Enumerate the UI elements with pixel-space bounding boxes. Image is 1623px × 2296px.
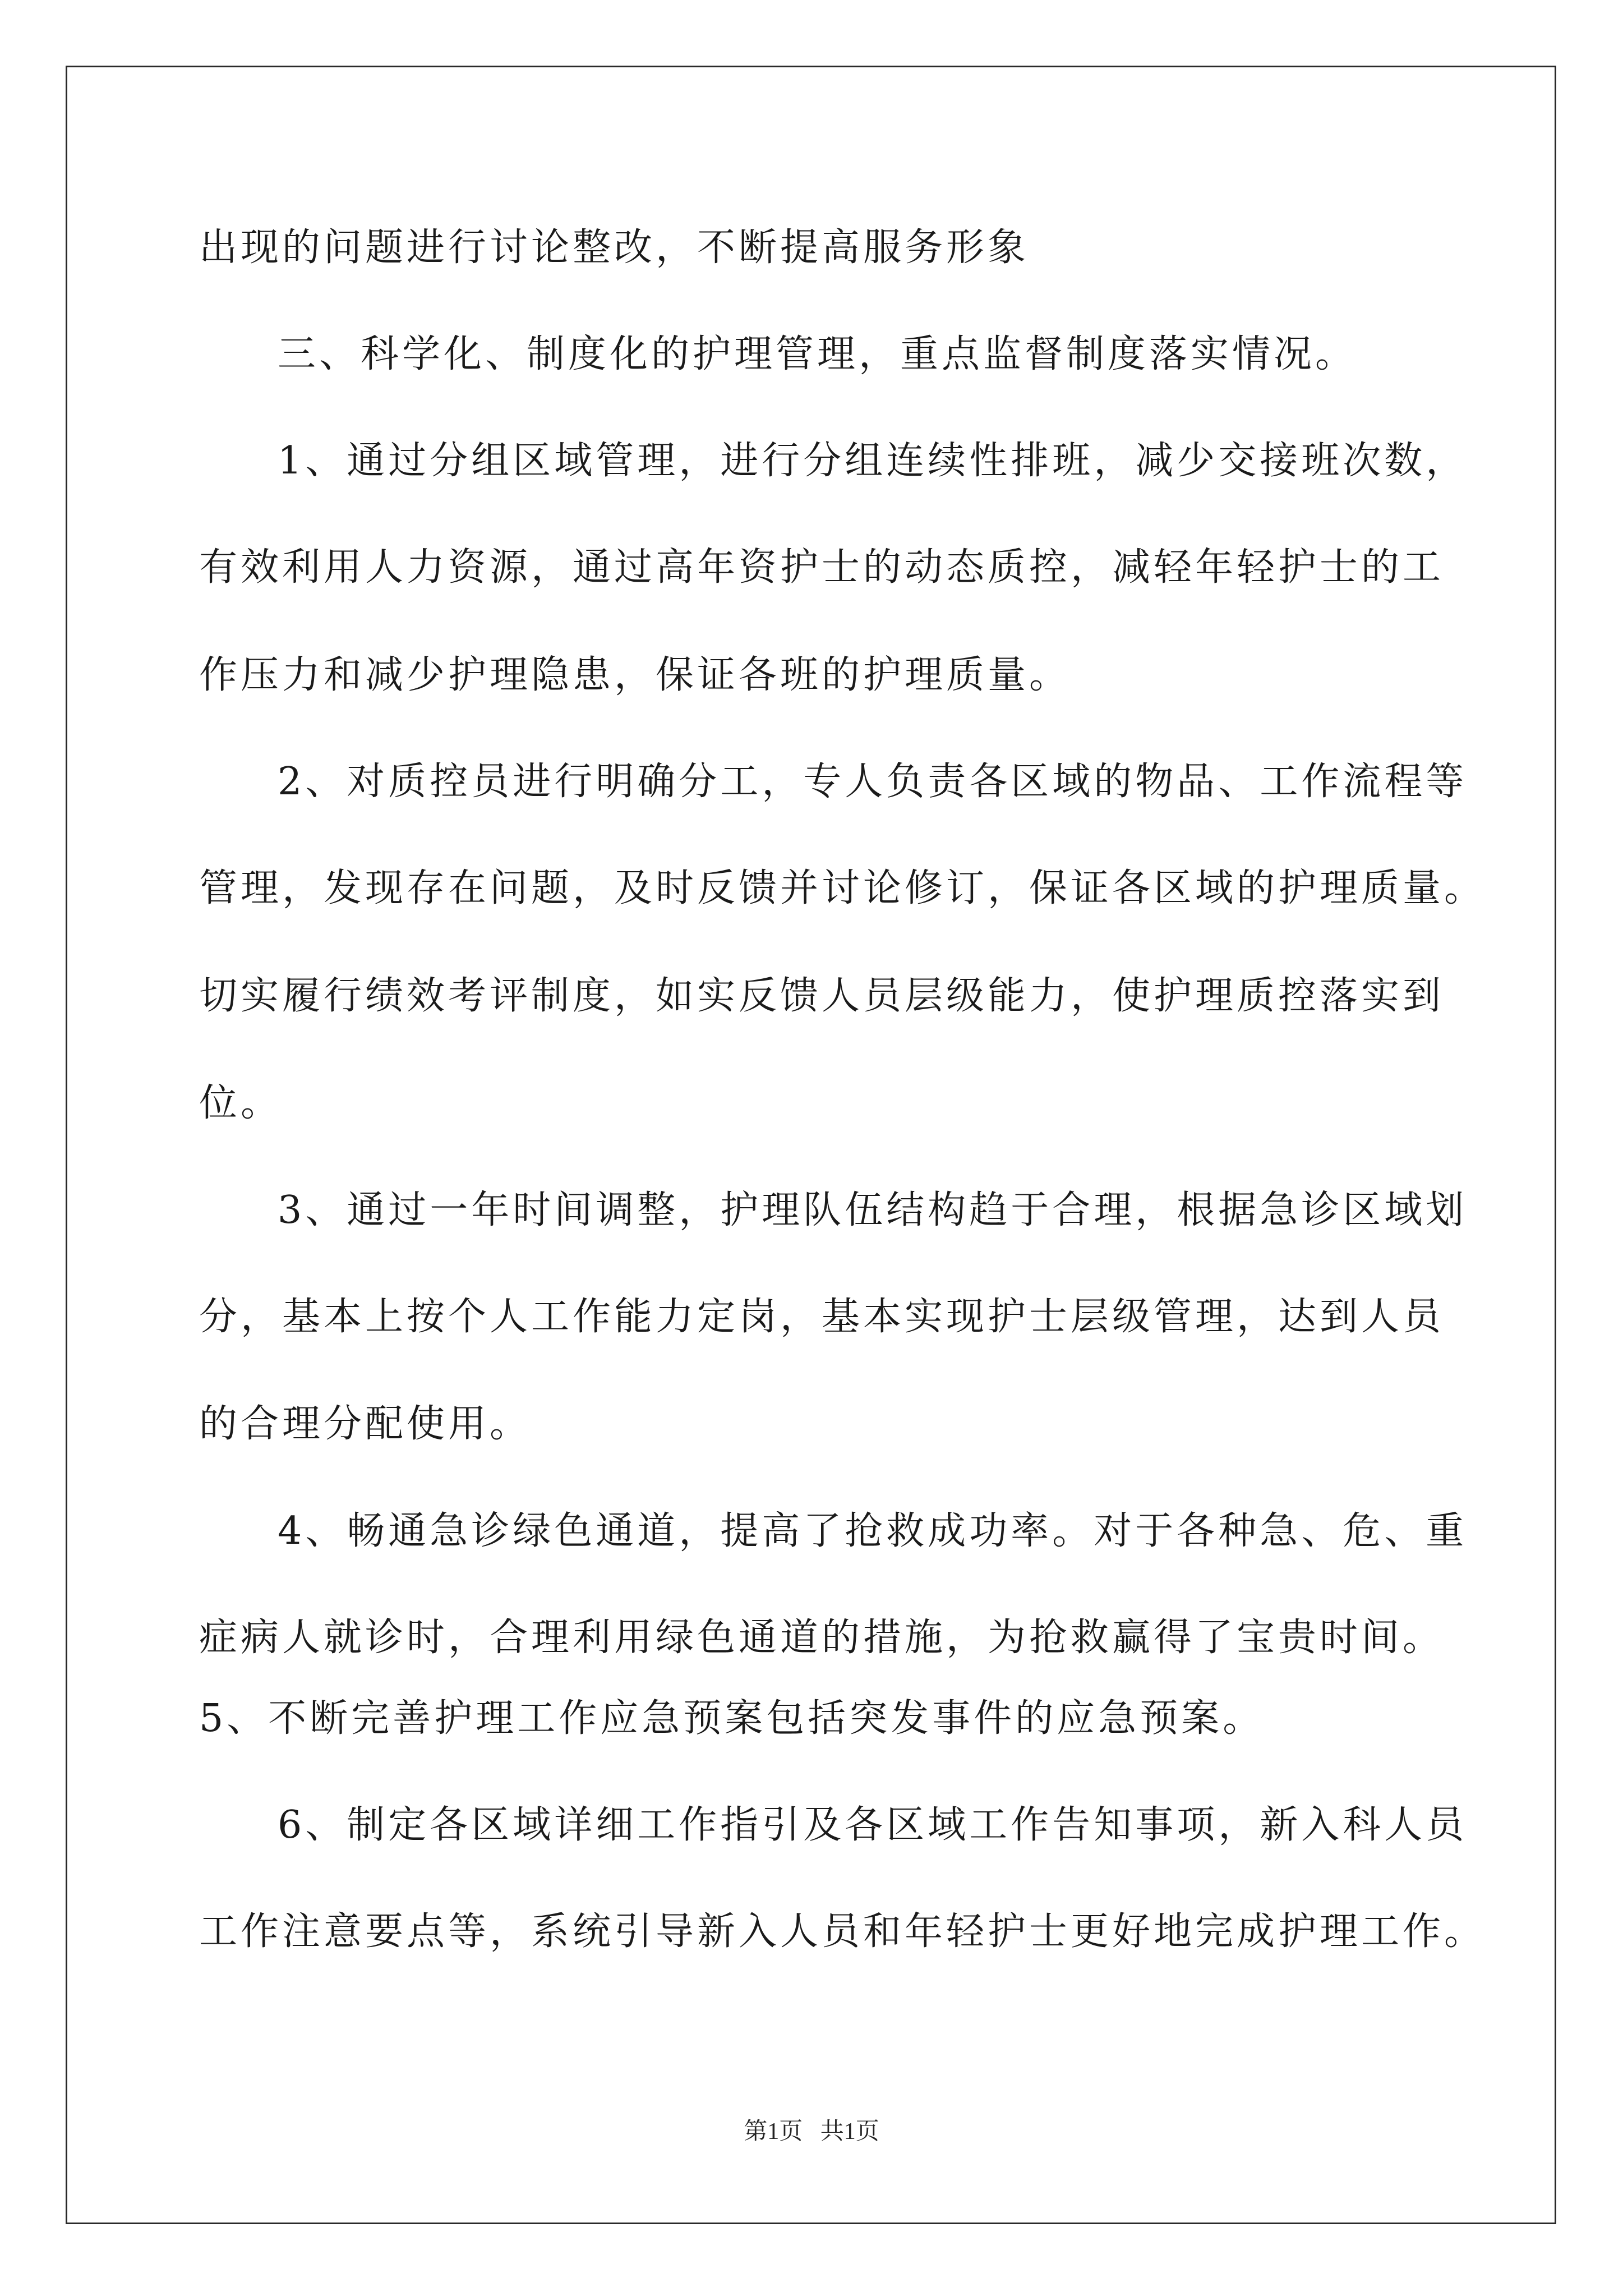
text-line: 有效利用人力资源，通过高年资护士的动态质控，减轻年轻护士的工 [199, 545, 1445, 590]
text-line: 工作注意要点等，系统引导新入人员和年轻护士更好地完成护理工作。 [199, 1910, 1486, 1954]
text-line: 4、畅通急诊绿色通道，提高了抢救成功率。对于各种急、危、重 [278, 1509, 1468, 1553]
text-line: 切实履行绩效考评制度，如实反馈人员层级能力，使护理质控落实到 [199, 974, 1445, 1018]
section-heading: 三、科学化、制度化的护理管理，重点监督制度落实情况。 [278, 332, 1357, 376]
text-line: 作压力和减少护理隐患，保证各班的护理质量。 [199, 653, 1071, 697]
text-line: 管理，发现存在问题，及时反馈并讨论修订，保证各区域的护理质量。 [199, 866, 1486, 910]
text-line: 的合理分配使用。 [199, 1402, 532, 1446]
text-line: 位。 [199, 1081, 283, 1125]
page-number-footer: 第1页 共1页 [744, 2119, 879, 2145]
text-line: 症病人就诊时，合理利用绿色通道的措施，为抢救赢得了宝贵时间。 [199, 1616, 1445, 1660]
text-line: 6、制定各区域详细工作指引及各区域工作告知事项，新入科人员 [278, 1803, 1468, 1847]
text-line: 3、通过一年时间调整，护理队伍结构趋于合理，根据急诊区域划 [278, 1188, 1468, 1232]
text-line: 1、通过分组区域管理，进行分组连续性排班，减少交接班次数， [278, 439, 1468, 483]
text-line: 出现的问题进行讨论整改，不断提高服务形象 [199, 226, 1030, 270]
text-line: 2、对质控员进行明确分工，专人负责各区域的物品、工作流程等 [278, 760, 1468, 804]
text-line: 5、不断完善护理工作应急预案包括突发事件的应急预案。 [199, 1696, 1265, 1741]
text-line: 分，基本上按个人工作能力定岗，基本实现护士层级管理，达到人员 [199, 1295, 1445, 1339]
page-border [66, 66, 1556, 2224]
